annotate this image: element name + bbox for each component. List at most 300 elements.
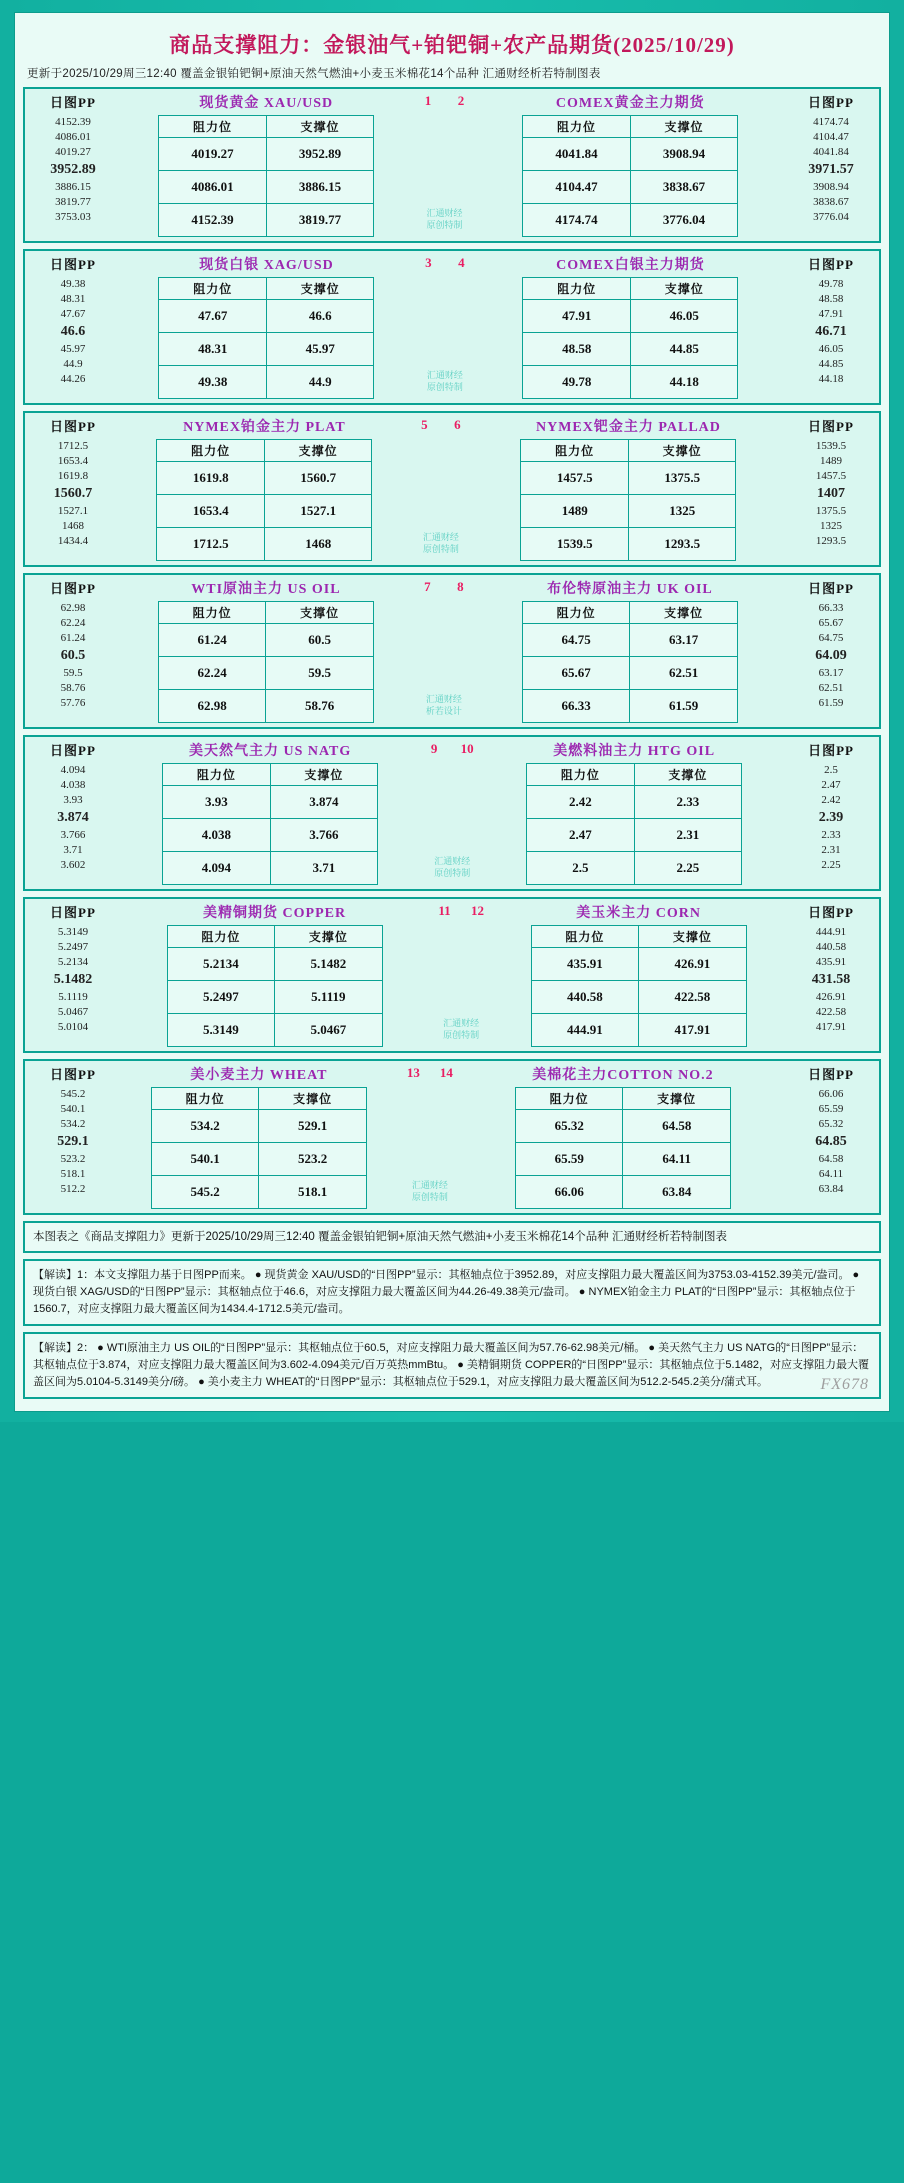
- col-header-support: 支撑位: [630, 602, 738, 624]
- side-level-value: 1712.5: [57, 440, 89, 452]
- index-number: 10: [460, 741, 474, 756]
- left-side-levels: [25, 413, 121, 565]
- table-row: [531, 948, 746, 981]
- instrument-block: [23, 735, 881, 891]
- side-level-value: 4.094: [60, 764, 86, 776]
- block-inner: [25, 89, 879, 241]
- levels-table: [167, 925, 383, 1047]
- side-level-value: 2.5: [824, 764, 838, 776]
- col-header-support: 支撑位: [266, 116, 374, 138]
- resistance-value: 540.1: [151, 1143, 259, 1176]
- watermark-line-2: 原创特制: [426, 220, 463, 230]
- pivot-value: 3971.57: [808, 162, 854, 177]
- side-level-value: 512.2: [60, 1183, 86, 1195]
- interpretation-note-2-text: 【解读】2： ● WTI原油主力 US OIL的“日图PP”显示：其枢轴点位于60.5，对应支撑阻力最大覆盖区间为57.76-62.98美元/桶。 ● 美天然气主力 US NATG的“日图PP”显示：其枢轴点位于3.874，对应支撑阻力最大覆盖区间为3.602-4.094美元/百万英热mmBtu。 ● 美精铜期货 COPPER的“日图PP”显示：其枢轴点位于5.1482，对应支撑阻力最大覆盖区间为5.0104-5.3149美分/磅。 ● 美小麦主力 WHEAT的“日图PP”显示：其枢轴点位于529.1，对应支撑阻力最大覆盖区间为512.2-545.2美分/蒲式耳。: [33, 1342, 870, 1388]
- side-level-value: 422.58: [815, 1006, 847, 1018]
- side-level-value: 540.1: [60, 1103, 86, 1115]
- side-level-value: 44.9: [63, 358, 83, 370]
- table-row: [531, 981, 746, 1014]
- support-value: 529.1: [259, 1110, 367, 1143]
- table-header-row: [521, 440, 736, 462]
- instrument-name: WTI原油主力 US OIL: [191, 582, 341, 597]
- side-level-value: 48.31: [60, 293, 86, 305]
- support-value: 46.05: [630, 300, 738, 333]
- side-level-value: 3819.77: [55, 196, 91, 208]
- right-side-levels: [783, 413, 879, 565]
- page-subtitle: 更新于2025/10/29周三12:40 覆盖金银铂钯铜+原油天然气燃油+小麦玉米棉花14个品种 汇通财经析若特制图表: [27, 68, 601, 80]
- side-level-value: 2.25: [821, 859, 841, 871]
- side-level-value: 3886.15: [55, 181, 91, 193]
- col-header-support: 支撑位: [266, 602, 374, 624]
- block-inner: [25, 1061, 879, 1213]
- side-level-value: 65.59: [818, 1103, 844, 1115]
- watermark-line-1: 汇通财经: [411, 1180, 448, 1190]
- index-number-row: [412, 93, 478, 109]
- resistance-value: 65.59: [515, 1143, 623, 1176]
- levels-table: [520, 439, 736, 561]
- support-value: 518.1: [259, 1176, 367, 1209]
- table-row: [523, 171, 738, 204]
- support-value: 523.2: [259, 1143, 367, 1176]
- support-value: 3908.94: [630, 138, 738, 171]
- col-header-support: 支撑位: [264, 440, 372, 462]
- side-level-value: 44.18: [818, 373, 844, 385]
- table-row: [157, 495, 372, 528]
- support-value: 63.84: [623, 1176, 731, 1209]
- page-title: 商品支撑阻力：金银油气+铂钯铜+农产品期货(2025/10/29): [169, 33, 735, 57]
- side-level-value: 65.67: [818, 617, 844, 629]
- support-value: 1560.7: [264, 462, 372, 495]
- resistance-value: 5.2134: [167, 948, 275, 981]
- support-value: 59.5: [266, 657, 374, 690]
- col-header-resistance: 阻力位: [523, 278, 631, 300]
- support-value: 60.5: [266, 624, 374, 657]
- index-number-row: [419, 741, 485, 757]
- side-level-value: 2.42: [821, 794, 841, 806]
- side-level-value: 3753.03: [55, 211, 91, 223]
- side-header-label: 日图PP: [808, 95, 854, 110]
- table-row: [167, 948, 382, 981]
- instrument-name: 美棉花主力COTTON NO.2: [532, 1068, 714, 1083]
- watermark-line-2: 原创特制: [426, 382, 463, 392]
- table-header-row: [523, 278, 738, 300]
- table-row: [523, 366, 738, 399]
- index-number: 14: [439, 1065, 453, 1080]
- instrument-name: NYMEX铂金主力 PLAT: [183, 420, 346, 435]
- side-level-value: 61.24: [60, 632, 86, 644]
- left-side-levels: [25, 899, 121, 1051]
- col-header-support: 支撑位: [639, 926, 747, 948]
- pivot-value: 60.5: [60, 648, 86, 663]
- resistance-value: 5.2497: [167, 981, 275, 1014]
- instrument-name: 美天然气主力 US NATG: [188, 744, 352, 759]
- levels-table: [158, 115, 374, 237]
- watermark-line-2: 原创特制: [443, 1030, 480, 1040]
- index-number-row: [411, 579, 477, 595]
- resistance-value: 5.3149: [167, 1014, 275, 1047]
- pivot-value: 64.09: [815, 648, 847, 663]
- resistance-value: 534.2: [151, 1110, 259, 1143]
- col-header-support: 支撑位: [630, 278, 738, 300]
- left-side-levels: [25, 1061, 121, 1213]
- side-level-value: 1489: [820, 455, 842, 467]
- levels-table: [158, 601, 374, 723]
- watermark-line-2: 原创特制: [422, 544, 459, 554]
- table-row: [159, 366, 374, 399]
- side-level-value: 1539.5: [815, 440, 847, 452]
- resistance-value: 1653.4: [157, 495, 265, 528]
- side-level-value: 44.26: [60, 373, 86, 385]
- pivot-value: 1407: [817, 486, 845, 501]
- support-value: 64.11: [623, 1143, 731, 1176]
- col-header-support: 支撑位: [628, 440, 736, 462]
- side-level-value: 2.47: [821, 779, 841, 791]
- table-row: [523, 300, 738, 333]
- levels-table: [522, 277, 738, 399]
- instrument-name: 美燃料油主力 HTG OIL: [553, 744, 716, 759]
- side-level-value: 64.75: [818, 632, 844, 644]
- levels-table: [531, 925, 747, 1047]
- table-row: [527, 819, 742, 852]
- side-level-value: 5.0467: [57, 1006, 89, 1018]
- center-index-column: [408, 413, 474, 565]
- side-level-value: 3.766: [60, 829, 86, 841]
- table-row: [157, 528, 372, 561]
- resistance-value: 4174.74: [523, 204, 631, 237]
- resistance-value: 3.93: [163, 786, 271, 819]
- instrument-name: NYMEX钯金主力 PALLAD: [535, 420, 721, 435]
- side-level-value: 47.91: [818, 308, 844, 320]
- levels-table: [158, 277, 374, 399]
- side-header-label: 日图PP: [808, 743, 854, 758]
- instrument-name: 现货黄金 XAU/USD: [199, 96, 334, 111]
- watermark-text: [419, 855, 485, 879]
- support-value: 61.59: [630, 690, 738, 723]
- table-header-row: [151, 1088, 366, 1110]
- resistance-value: 1539.5: [521, 528, 629, 561]
- watermark-line-1: 汇通财经: [422, 532, 459, 542]
- side-level-value: 65.32: [818, 1118, 844, 1130]
- side-level-value: 523.2: [60, 1153, 86, 1165]
- watermark-line-1: 汇通财经: [434, 856, 471, 866]
- table-row: [521, 528, 736, 561]
- instrument-block: [23, 1059, 881, 1215]
- side-level-value: 1457.5: [815, 470, 847, 482]
- side-level-value: 4041.84: [813, 146, 849, 158]
- side-level-value: 5.2497: [57, 941, 89, 953]
- watermark-text: [411, 693, 477, 717]
- resistance-value: 61.24: [158, 624, 266, 657]
- side-level-value: 444.91: [815, 926, 847, 938]
- pivot-value: 529.1: [57, 1134, 89, 1149]
- resistance-value: 65.32: [515, 1110, 623, 1143]
- left-side-levels: [25, 251, 121, 403]
- pivot-value: 46.6: [60, 324, 86, 339]
- support-value: 3886.15: [266, 171, 374, 204]
- col-header-support: 支撑位: [270, 764, 378, 786]
- resistance-value: 66.06: [515, 1176, 623, 1209]
- side-level-value: 4104.47: [813, 131, 849, 143]
- resistance-value: 64.75: [522, 624, 630, 657]
- table-header-row: [163, 764, 378, 786]
- side-level-value: 4152.39: [55, 116, 91, 128]
- support-value: 3.71: [270, 852, 378, 885]
- table-row: [159, 138, 374, 171]
- support-value: 2.25: [634, 852, 742, 885]
- instrument-name: COMEX黄金主力期货: [555, 96, 705, 111]
- col-header-support: 支撑位: [266, 278, 374, 300]
- support-value: 5.1482: [275, 948, 383, 981]
- side-header-label: 日图PP: [50, 257, 96, 272]
- right-instrument-panel: [474, 413, 783, 565]
- col-header-resistance: 阻力位: [159, 278, 267, 300]
- side-level-value: 534.2: [60, 1118, 86, 1130]
- resistance-value: 66.33: [522, 690, 630, 723]
- side-level-value: 1527.1: [57, 505, 89, 517]
- col-header-support: 支撑位: [275, 926, 383, 948]
- center-index-column: [411, 575, 477, 727]
- support-value: 1293.5: [628, 528, 736, 561]
- side-level-value: 4.038: [60, 779, 86, 791]
- pivot-value: 5.1482: [53, 972, 93, 987]
- side-level-value: 62.98: [60, 602, 86, 614]
- left-instrument-panel: [121, 413, 408, 565]
- index-number: 2: [457, 93, 465, 108]
- side-level-value: 1375.5: [815, 505, 847, 517]
- resistance-value: 49.38: [159, 366, 267, 399]
- table-row: [151, 1176, 366, 1209]
- support-value: 5.1119: [275, 981, 383, 1014]
- pivot-value: 3.874: [57, 810, 89, 825]
- table-row: [159, 300, 374, 333]
- left-instrument-panel: [121, 575, 411, 727]
- index-number-row: [408, 417, 474, 433]
- side-level-value: 3.602: [60, 859, 86, 871]
- side-level-value: 48.58: [818, 293, 844, 305]
- left-side-levels: [25, 575, 121, 727]
- side-header-label: 日图PP: [808, 1067, 854, 1082]
- col-header-resistance: 阻力位: [527, 764, 635, 786]
- col-header-support: 支撑位: [634, 764, 742, 786]
- resistance-value: 48.58: [523, 333, 631, 366]
- block-inner: [25, 899, 879, 1051]
- index-number: 8: [457, 579, 464, 594]
- side-level-value: 3.71: [63, 844, 83, 856]
- support-value: 58.76: [266, 690, 374, 723]
- table-header-row: [531, 926, 746, 948]
- col-header-resistance: 阻力位: [151, 1088, 259, 1110]
- left-instrument-panel: [121, 1061, 397, 1213]
- pivot-value: 46.71: [815, 324, 847, 339]
- side-level-value: 3.93: [63, 794, 83, 806]
- resistance-value: 4019.27: [159, 138, 267, 171]
- table-row: [521, 462, 736, 495]
- left-side-levels: [25, 89, 121, 241]
- fx678-watermark: FX678: [820, 1376, 869, 1393]
- resistance-value: 2.42: [527, 786, 635, 819]
- side-level-value: 440.58: [815, 941, 847, 953]
- right-instrument-panel: [477, 575, 783, 727]
- table-row: [163, 786, 378, 819]
- table-row: [158, 690, 373, 723]
- side-level-value: 1325: [820, 520, 842, 532]
- side-level-value: 545.2: [60, 1088, 86, 1100]
- side-level-value: 5.3149: [57, 926, 89, 938]
- side-level-value: 66.06: [818, 1088, 844, 1100]
- table-row: [151, 1143, 366, 1176]
- left-side-levels: [25, 737, 121, 889]
- side-level-value: 64.58: [818, 1153, 844, 1165]
- right-instrument-panel: [463, 1061, 783, 1213]
- table-row: [163, 819, 378, 852]
- instrument-name: COMEX白银主力期货: [556, 258, 705, 273]
- side-level-value: 61.59: [818, 697, 844, 709]
- levels-table: [162, 763, 378, 885]
- levels-table: [151, 1087, 367, 1209]
- support-value: 44.9: [266, 366, 374, 399]
- table-header-row: [158, 602, 373, 624]
- instrument-name: 美玉米主力 CORN: [576, 906, 701, 921]
- levels-table: [515, 1087, 731, 1209]
- instrument-name: 美小麦主力 WHEAT: [190, 1068, 328, 1083]
- instrument-block: [23, 897, 881, 1053]
- right-side-levels: [783, 1061, 879, 1213]
- levels-table: [522, 601, 738, 723]
- side-level-value: 3776.04: [813, 211, 849, 223]
- support-value: 3.766: [270, 819, 378, 852]
- side-level-value: 62.24: [60, 617, 86, 629]
- interpretation-note-2: [23, 1332, 881, 1399]
- side-level-value: 1653.4: [57, 455, 89, 467]
- side-level-value: 58.76: [60, 682, 86, 694]
- resistance-value: 4041.84: [523, 138, 631, 171]
- col-header-support: 支撑位: [259, 1088, 367, 1110]
- table-row: [521, 495, 736, 528]
- table-row: [159, 171, 374, 204]
- resistance-value: 2.5: [527, 852, 635, 885]
- watermark-line-1: 汇通财经: [443, 1018, 480, 1028]
- index-number: 9: [430, 741, 438, 756]
- levels-table: [526, 763, 742, 885]
- side-level-value: 5.1119: [58, 991, 88, 1003]
- table-row: [522, 657, 737, 690]
- resistance-value: 4104.47: [523, 171, 631, 204]
- resistance-value: 1457.5: [521, 462, 629, 495]
- support-value: 62.51: [630, 657, 738, 690]
- table-row: [151, 1110, 366, 1143]
- side-header-label: 日图PP: [50, 743, 96, 758]
- right-side-levels: [783, 737, 879, 889]
- pivot-value: 64.85: [815, 1134, 847, 1149]
- right-instrument-panel: [478, 251, 783, 403]
- resistance-value: 49.78: [523, 366, 631, 399]
- support-value: 422.58: [639, 981, 747, 1014]
- resistance-value: 62.24: [158, 657, 266, 690]
- support-value: 46.6: [266, 300, 374, 333]
- resistance-value: 4.038: [163, 819, 271, 852]
- instrument-block: [23, 573, 881, 729]
- support-value: 1375.5: [628, 462, 736, 495]
- blocks-container: [23, 87, 881, 1215]
- footer-note: 本图表之《商品支撑阻力》更新于2025/10/29周三12:40 覆盖金银铂钯铜+原油天然气燃油+小麦玉米棉花14个品种 汇通财经析若特制图表: [23, 1221, 881, 1253]
- side-level-value: 66.33: [818, 602, 844, 614]
- right-side-levels: [783, 89, 879, 241]
- table-row: [515, 1176, 730, 1209]
- resistance-value: 47.67: [159, 300, 267, 333]
- left-instrument-panel: [121, 737, 419, 889]
- support-value: 5.0467: [275, 1014, 383, 1047]
- table-header-row: [159, 116, 374, 138]
- side-level-value: 4174.74: [813, 116, 849, 128]
- resistance-value: 444.91: [531, 1014, 639, 1047]
- right-side-levels: [783, 251, 879, 403]
- index-number: 11: [438, 903, 451, 918]
- instrument-name: 美精铜期货 COPPER: [203, 906, 347, 921]
- side-header-label: 日图PP: [808, 905, 854, 920]
- report-sheet: [14, 12, 890, 1412]
- col-header-resistance: 阻力位: [157, 440, 265, 462]
- table-row: [159, 333, 374, 366]
- pivot-value: 2.39: [818, 810, 844, 825]
- support-value: 3776.04: [630, 204, 738, 237]
- side-header-label: 日图PP: [50, 1067, 96, 1082]
- table-row: [522, 624, 737, 657]
- instrument-name: 现货白银 XAG/USD: [199, 258, 334, 273]
- col-header-support: 支撑位: [623, 1088, 731, 1110]
- side-header-label: 日图PP: [50, 95, 96, 110]
- side-level-value: 3908.94: [813, 181, 849, 193]
- support-value: 44.85: [630, 333, 738, 366]
- resistance-value: 65.67: [522, 657, 630, 690]
- block-inner: [25, 251, 879, 403]
- side-header-label: 日图PP: [808, 581, 854, 596]
- side-level-value: 63.84: [818, 1183, 844, 1195]
- side-level-value: 49.78: [818, 278, 844, 290]
- table-header-row: [157, 440, 372, 462]
- watermark-line-1: 汇通财经: [426, 208, 463, 218]
- right-side-levels: [783, 899, 879, 1051]
- table-row: [158, 657, 373, 690]
- index-number: 13: [406, 1065, 420, 1080]
- table-header-row: [515, 1088, 730, 1110]
- table-row: [167, 1014, 382, 1047]
- interpretation-note-1: 【解读】1：本文支撑阻力基于日图PP而来。 ● 现货黄金 XAU/USD的“日图PP”显示：其枢轴点位于3952.89，对应支撑阻力最大覆盖区间为3753.03-4152.39美元/盎司。 ● 现货白银 XAG/USD的“日图PP”显示：其枢轴点位于46.6，对应支撑阻力最大覆盖区间为44.26-49.38美元/盎司。 ● NYMEX铂金主力 PLAT的“日图PP”显示：其枢轴点位于1560.7，对应支撑阻力最大覆盖区间为1434.4-1712.5美元/盎司。: [23, 1259, 881, 1326]
- instrument-block: [23, 249, 881, 405]
- support-value: 2.33: [634, 786, 742, 819]
- right-side-levels: [783, 575, 879, 727]
- levels-table: [522, 115, 738, 237]
- resistance-value: 48.31: [159, 333, 267, 366]
- right-instrument-panel: [478, 89, 783, 241]
- table-row: [515, 1143, 730, 1176]
- table-row: [523, 138, 738, 171]
- right-instrument-panel: [494, 899, 783, 1051]
- table-row: [158, 624, 373, 657]
- col-header-resistance: 阻力位: [167, 926, 275, 948]
- resistance-value: 440.58: [531, 981, 639, 1014]
- resistance-value: 435.91: [531, 948, 639, 981]
- col-header-resistance: 阻力位: [158, 602, 266, 624]
- side-level-value: 518.1: [60, 1168, 86, 1180]
- table-row: [159, 204, 374, 237]
- support-value: 3819.77: [266, 204, 374, 237]
- support-value: 45.97: [266, 333, 374, 366]
- support-value: 1325: [628, 495, 736, 528]
- resistance-value: 1712.5: [157, 528, 265, 561]
- table-row: [515, 1110, 730, 1143]
- side-level-value: 3838.67: [813, 196, 849, 208]
- watermark-line-1: 汇通财经: [425, 694, 462, 704]
